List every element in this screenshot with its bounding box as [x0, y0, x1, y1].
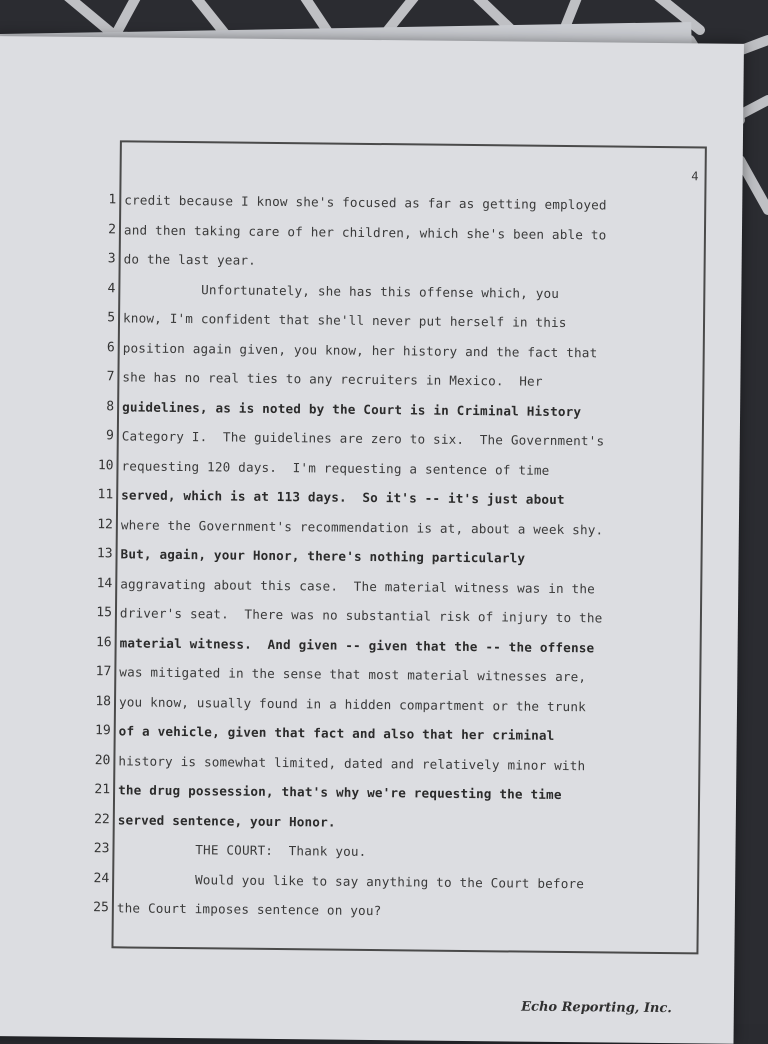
line-text: and then taking care of her children, which she's been able to	[123, 221, 607, 242]
line-text: where the Government's recommendation is at, about a week shy.	[120, 516, 604, 537]
line-text: was mitigated in the sense that most material witnesses are,	[119, 664, 587, 685]
line-text: But, again, your Honor, there's nothing particularly	[120, 546, 526, 566]
line-number: 18	[95, 693, 112, 709]
line-text: she has no real ties to any recruiters in Mexico. Her	[122, 369, 543, 389]
transcript-page	[0, 36, 744, 1044]
line-number: 5	[107, 310, 116, 326]
line-number: 12	[97, 516, 113, 532]
line-number: 15	[96, 605, 113, 621]
line-text: Category I. The guidelines are zero to six. The Government's	[121, 428, 605, 449]
line-number: 1	[108, 192, 117, 208]
line-number: 9	[105, 428, 114, 444]
line-number: 6	[106, 339, 115, 355]
line-text: credit because I know she's focused as far as getting employed	[124, 192, 607, 213]
line-number: 3	[107, 251, 116, 267]
transcript-lines	[85, 187, 708, 931]
line-number: 4	[107, 280, 116, 296]
line-text: position again given, you know, her history and the fact that	[122, 339, 598, 360]
line-text: material witness. And given -- given that the -- the offense	[119, 634, 595, 655]
line-number: 25	[93, 900, 109, 916]
line-text: requesting 120 days. I'm requesting a sentence of time	[121, 457, 550, 478]
line-number: 22	[94, 811, 110, 827]
line-text: served sentence, your Honor.	[117, 811, 336, 830]
line-number: 16	[95, 634, 112, 650]
page-number: 4	[691, 169, 699, 184]
line-text: the drug possession, that's why we're requesting the time	[118, 782, 562, 802]
line-text: history is somewhat limited, dated and relatively minor with	[118, 752, 586, 773]
line-text: know, I'm confident that she'll never put herself in this	[122, 310, 567, 331]
line-number: 23	[93, 841, 110, 857]
line-text: guidelines, as is noted by the Court is in Criminal History	[122, 398, 582, 419]
line-number: 19	[94, 723, 111, 739]
line-number: 11	[97, 487, 114, 503]
line-number: 13	[96, 546, 113, 562]
reporter-footer: Echo Reporting, Inc.	[521, 999, 672, 1017]
line-text: served, which is at 113 days. So it's -- it's just about	[121, 487, 565, 508]
line-text: driver's seat. There was no substantial risk of injury to the	[119, 605, 603, 626]
line-number: 8	[106, 398, 115, 414]
line-number: 17	[95, 664, 112, 680]
line-text: Unfortunately, she has this offense which, you	[123, 280, 560, 301]
line-number: 10	[97, 457, 114, 473]
line-number: 21	[94, 782, 111, 798]
line-text: aggravating about this case. The material witness was in the	[120, 575, 596, 596]
line-text: Would you like to say anything to the Court before	[117, 870, 585, 891]
line-text: do the last year.	[123, 251, 257, 268]
line-text: of a vehicle, given that fact and also that her criminal	[118, 723, 555, 743]
line-number: 7	[106, 369, 115, 385]
line-number: 24	[93, 870, 110, 886]
line-number: 20	[94, 752, 111, 768]
line-number: 2	[108, 221, 117, 237]
line-text: you know, usually found in a hidden compartment or the trunk	[118, 693, 587, 714]
line-number: 14	[96, 575, 113, 591]
line-text: the Court imposes sentence on you?	[116, 900, 382, 919]
line-text: THE COURT: Thank you.	[117, 841, 367, 859]
